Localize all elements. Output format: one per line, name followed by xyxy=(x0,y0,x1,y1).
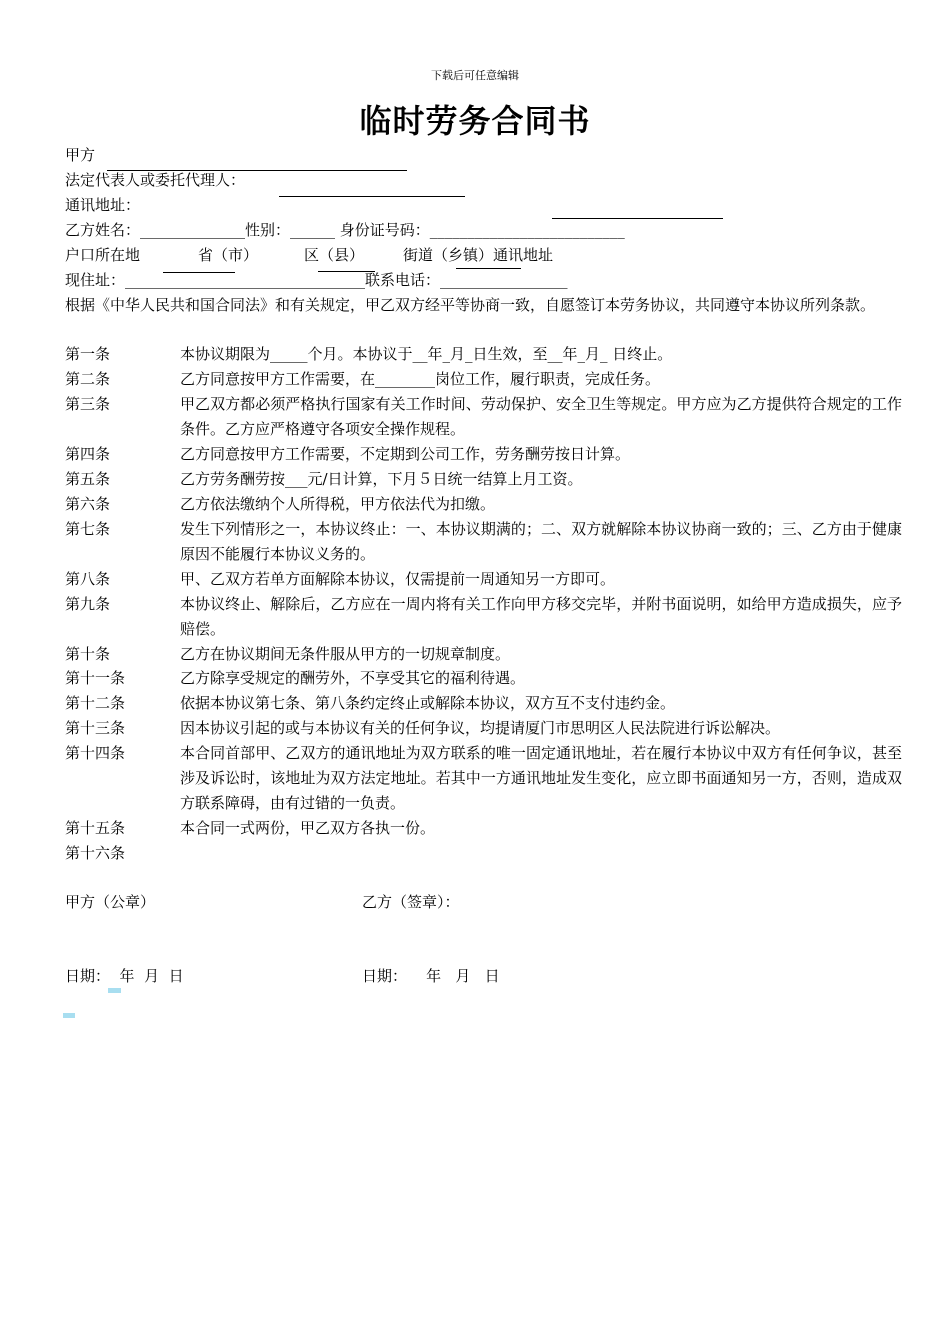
article-10-text: 乙方在协议期间无条件服从甲方的一切规章制度。 xyxy=(180,645,511,663)
address-label: 通讯地址： xyxy=(65,196,141,214)
article-1-text: 本协议期限为_____个月。本协议于__年_月_日生效，至__年_月_ 日终止。 xyxy=(180,345,673,363)
party-b-sign-label: 乙方（签章）： xyxy=(362,893,460,911)
article-3-label: 第三条 xyxy=(65,395,111,413)
article-9-label: 第九条 xyxy=(65,595,111,613)
article-13-label: 第十三条 xyxy=(65,719,126,737)
article-4-text: 乙方同意按甲方工作需要，不定期到公司工作，劳务酬劳按日计算。 xyxy=(180,445,631,463)
hukou-street: 街道（乡镇）通讯地址 xyxy=(403,246,554,264)
party-a-label: 甲方 xyxy=(65,146,96,164)
download-note: 下载后可任意编辑 xyxy=(431,69,519,82)
preamble: 根据《中华人民共和国合同法》和有关规定，甲乙双方经平等协商一致，自愿签订本劳务协议，共同遵守本协议所列条款。 xyxy=(65,296,876,314)
article-9-text: 本协议终止、解除后，乙方应在一周内将有关工作向甲方移交完毕，并附书面说明，如给甲方造成损失，应予赔偿。 xyxy=(180,595,902,638)
article-12-text: 依据本协议第七条、第八条约定终止或解除本协议，双方互不支付违约金。 xyxy=(180,694,676,712)
article-15-text: 本合同一式两份，甲乙双方各执一份。 xyxy=(180,819,436,837)
article-13-text: 因本协议引起的或与本协议有关的任何争议，均提请厦门市思明区人民法院进行诉讼解决。 xyxy=(180,719,781,737)
article-2-text: 乙方同意按甲方工作需要，在________岗位工作，履行职责，完成任务。 xyxy=(180,370,661,388)
article-7-text: 发生下列情形之一，本协议终止：一、本协议期满的；二、双方就解除本协议协商一致的；三、乙方由于健康原因不能履行本协议义务的。 xyxy=(180,520,902,563)
current-address-line: 现住址：________________________________联系电话：_________________ xyxy=(65,271,568,289)
article-8-label: 第八条 xyxy=(65,570,111,588)
article-1-label: 第一条 xyxy=(65,345,111,363)
article-3-text: 甲乙双方都必须严格执行国家有关工作时间、劳动保护、安全卫生等规定。甲方应为乙方提供符合规定的工作条件。乙方应严格遵守各项安全操作规程。 xyxy=(180,395,902,438)
highlight-mark-1 xyxy=(108,988,121,993)
party-b-date: 日期： 年 月 日 xyxy=(362,967,500,985)
legal-rep-underline xyxy=(279,196,465,197)
article-4-label: 第四条 xyxy=(65,445,111,463)
article-10-label: 第十条 xyxy=(65,645,111,663)
article-14-label: 第十四条 xyxy=(65,744,126,762)
article-8-text: 甲、乙双方若单方面解除本协议，仅需提前一周通知另一方即可。 xyxy=(180,570,616,588)
article-14-text: 本合同首部甲、乙双方的通讯地址为双方联系的唯一固定通讯地址，若在履行本协议中双方有任何争议，甚至涉及诉讼时，该地址为双方法定地址。若其中一方通讯地址发生变化，应立即书面通知另一方，否则，造成双方联系障碍，由有过错的一负责。 xyxy=(180,744,902,812)
article-5-text: 乙方劳务酬劳按___元/日计算，下月５日统一结算上月工资。 xyxy=(180,470,583,488)
article-15-label: 第十五条 xyxy=(65,819,126,837)
party-a-seal-label: 甲方（公章） xyxy=(65,893,156,911)
article-2-label: 第二条 xyxy=(65,370,111,388)
legal-rep-label: 法定代表人或委托代理人： xyxy=(65,171,246,189)
article-11-text: 乙方除享受规定的酬劳外，不享受其它的福利待遇。 xyxy=(180,669,526,687)
article-6-text: 乙方依法缴纳个人所得税，甲方依法代为扣缴。 xyxy=(180,495,496,513)
party-a-date: 日期： 年 月 日 xyxy=(65,967,184,985)
highlight-mark-2 xyxy=(63,1013,75,1018)
party-b-name-line: 乙方姓名：______________性别：______ 身份证号码：__________________________ xyxy=(65,221,625,239)
document-title: 临时劳务合同书 xyxy=(359,102,591,140)
article-6-label: 第六条 xyxy=(65,495,111,513)
article-5-label: 第五条 xyxy=(65,470,111,488)
hukou-province: 省（市） xyxy=(198,246,259,264)
article-11-label: 第十一条 xyxy=(65,669,126,687)
hukou-district: 区（县） xyxy=(304,246,365,264)
article-16-label: 第十六条 xyxy=(65,844,126,862)
hukou-label: 户口所在地 xyxy=(65,246,141,264)
article-12-label: 第十二条 xyxy=(65,694,126,712)
article-7-label: 第七条 xyxy=(65,520,111,538)
